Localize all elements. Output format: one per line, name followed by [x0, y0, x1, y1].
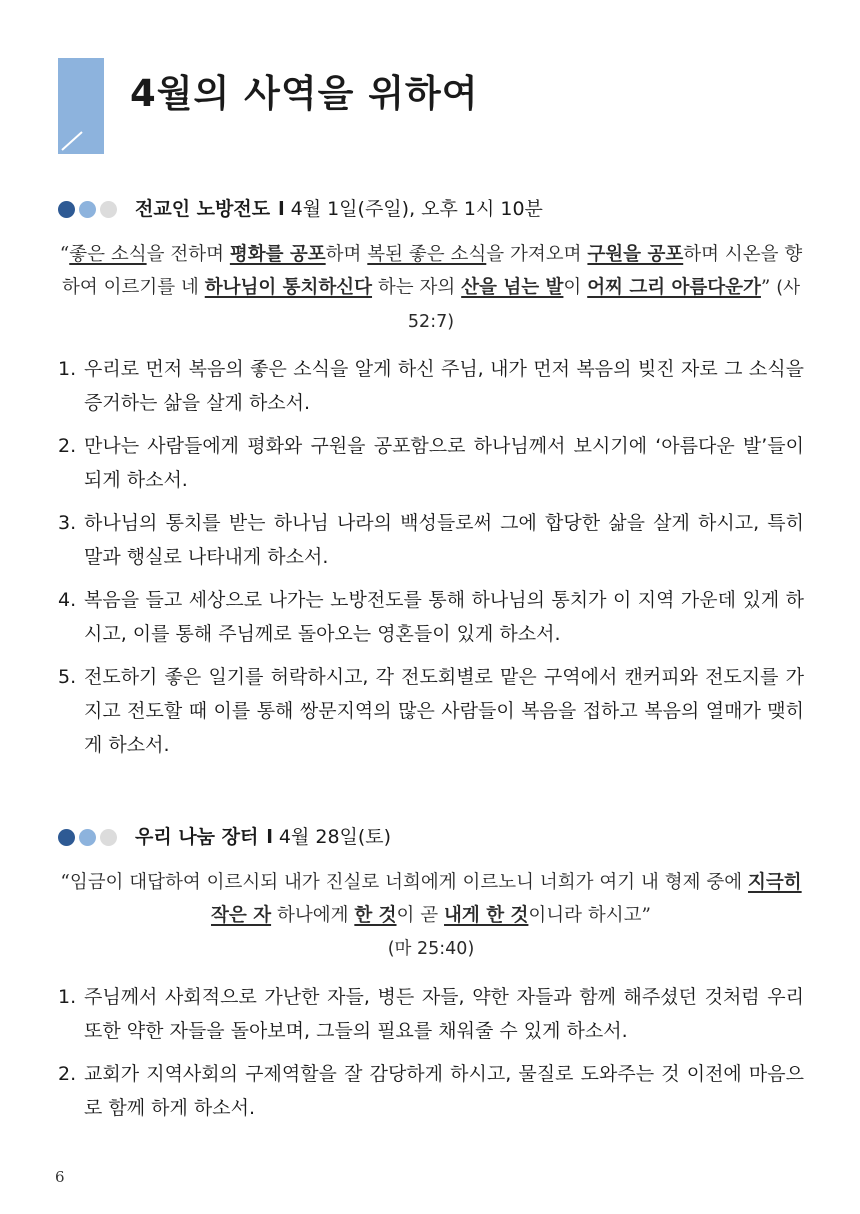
quote-highlight: 내게 한 것 — [444, 905, 529, 926]
section-heading-market — [58, 824, 391, 850]
quote-text: 하는 자의 — [372, 277, 462, 298]
quote-text: 이 곧 — [396, 905, 445, 926]
list-item — [58, 429, 804, 497]
quote-highlight: 평화를 공포 — [229, 244, 326, 265]
item-text: 만나는 사람들에게 평화와 구원을 공포함으로 하나님께서 보시기에 ‘아름다운 발’들이 되게 하소서. — [84, 435, 804, 491]
section-heading-evangelism — [58, 196, 543, 222]
section-separator: l — [278, 198, 285, 220]
item-number: 5. — [58, 666, 77, 688]
item-text: 전도하기 좋은 일기를 허락하시고, 각 전도회별로 맡은 구역에서 캔커피와 전도지를 가지고 전도할 때 이를 통해 쌍문지역의 많은 사람들이 복음을 접하고 복음의 열매가 맺히게 하소서. — [84, 666, 804, 756]
item-text: 하나님의 통치를 받는 하나님 나라의 백성들로써 그에 합당한 삶을 살게 하시고, 특히 말과 행실로 나타내게 하소서. — [84, 512, 804, 568]
dot-light — [79, 829, 96, 846]
title-accent-block — [58, 58, 104, 154]
quote-highlight: 한 것 — [354, 905, 397, 926]
quote-text: 하며 — [325, 244, 368, 265]
quote-highlight: 어찌 그리 아름다운가 — [587, 277, 761, 298]
item-number: 1. — [58, 358, 77, 380]
item-text: 우리로 먼저 복음의 좋은 소식을 알게 하신 주님, 내가 먼저 복음의 빚진 자로 그 소식을 증거하는 삶을 살게 하소서. — [84, 358, 804, 414]
quote-underline: 좋은 소식 — [69, 244, 147, 265]
section-date: 4월 28일(토) — [278, 826, 392, 848]
page-title: 4월의 사역을 위하여 — [130, 72, 479, 115]
list-item — [58, 583, 804, 651]
quote-text: 이니라 하시고” — [528, 905, 651, 926]
quote-text: “ — [59, 244, 70, 265]
dot-gray — [100, 201, 117, 218]
item-number: 2. — [58, 1063, 77, 1085]
scripture-quote — [58, 238, 804, 339]
section-name: 우리 나눔 장터 — [135, 826, 259, 848]
item-text: 복음을 들고 세상으로 나가는 노방전도를 통해 하나님의 통치가 이 지역 가운데 있게 하시고, 이를 통해 주님께로 돌아오는 영혼들이 있게 하소서. — [84, 589, 804, 645]
item-number: 2. — [58, 435, 77, 457]
quote-text: ” — [760, 277, 777, 298]
list-item — [58, 1057, 804, 1125]
item-number: 3. — [58, 512, 77, 534]
list-item — [58, 660, 804, 762]
dot-dark — [58, 201, 75, 218]
dot-light — [79, 201, 96, 218]
bullet-dots-icon — [58, 201, 121, 218]
bullet-dots-icon — [58, 829, 121, 846]
quote-text: 하나에게 — [271, 905, 355, 926]
scripture-quote — [58, 866, 804, 966]
list-item — [58, 352, 804, 420]
dot-gray — [100, 829, 117, 846]
quote-highlight: 산을 넘는 발 — [461, 277, 564, 298]
dot-dark — [58, 829, 75, 846]
page-number: 6 — [55, 1168, 65, 1186]
prayer-list-evangelism — [58, 352, 804, 771]
quote-highlight: 지극히 작은 자 — [211, 872, 802, 926]
quote-text: “임금이 대답하여 이르시되 내가 진실로 너희에게 이르노니 너희가 여기 내 형제 중에 — [60, 872, 749, 893]
list-item — [58, 506, 804, 574]
section-date: 4월 1일(주일), 오후 1시 10분 — [290, 198, 543, 220]
scripture-reference: (마 25:40) — [387, 939, 475, 959]
diagonal-line-icon — [58, 58, 104, 154]
quote-text: 을 전하며 — [146, 244, 230, 265]
section-separator: l — [266, 826, 273, 848]
quote-underline: 복된 좋은 소식 — [367, 244, 487, 265]
quote-highlight: 하나님이 통치하신다 — [204, 277, 373, 298]
item-text: 주님께서 사회적으로 가난한 자들, 병든 자들, 약한 자들과 함께 해주셨던 것처럼 우리 또한 약한 자들을 돌아보며, 그들의 필요를 채워줄 수 있게 하소서. — [84, 986, 804, 1042]
quote-text: 이 — [563, 277, 588, 298]
list-item — [58, 980, 804, 1048]
quote-text: 을 가져오며 — [486, 244, 588, 265]
item-text: 교회가 지역사회의 구제역할을 잘 감당하게 하시고, 물질로 도와주는 것 이전에 마음으로 함께 하게 하소서. — [84, 1063, 804, 1119]
scripture-reference: (사 52:7) — [407, 278, 800, 332]
item-number: 4. — [58, 589, 77, 611]
quote-text: 하며 시온을 향하여 이르기를 네 — [62, 244, 803, 298]
section-name: 전교인 노방전도 — [135, 198, 271, 220]
prayer-list-market — [58, 980, 804, 1134]
item-number: 1. — [58, 986, 77, 1008]
quote-highlight: 구원을 공포 — [587, 244, 684, 265]
